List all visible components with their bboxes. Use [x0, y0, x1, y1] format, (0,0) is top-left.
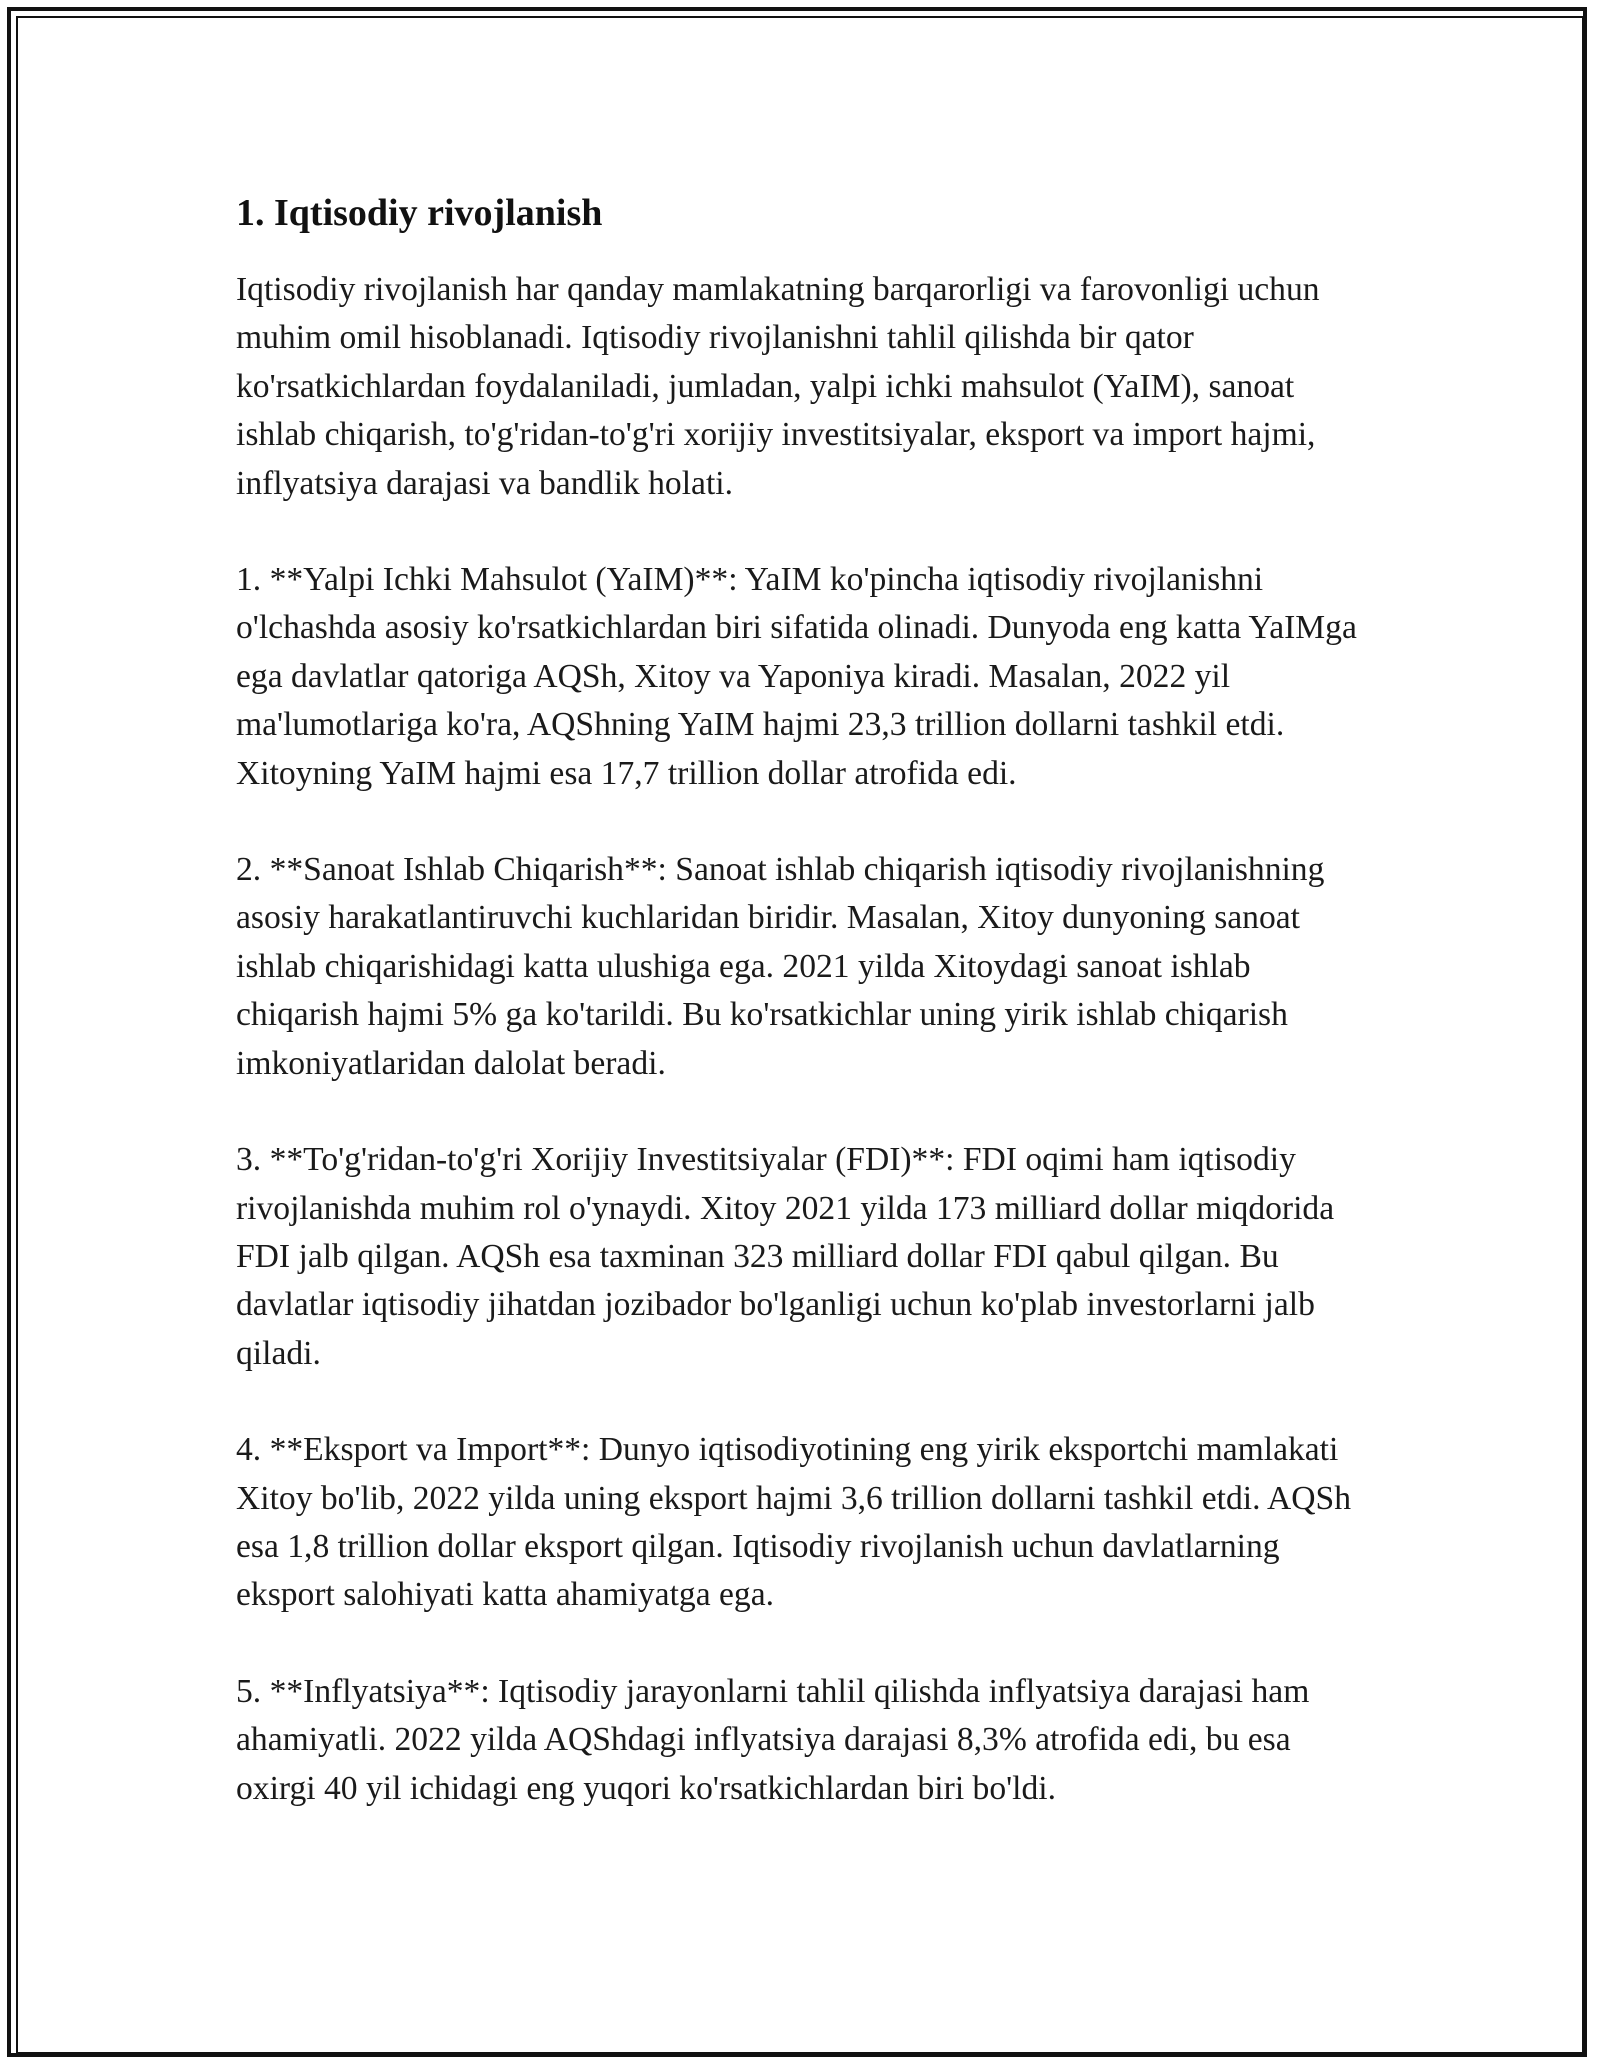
- intro-paragraph: Iqtisodiy rivojlanish har qanday mamlakatning barqarorligi va farovonligi uchun muhim omil hisoblanadi. Iqtisodiy rivojlanishni tahlil qilishda bir qator ko'rsatkichlardan foydalaniladi, jumladan, yalpi ichki mahsulot (YaIM), sanoat ishlab chiqarish, to'g'ridan-to'g'ri xorijiy investitsiyalar, eksport va import hajmi, inflyatsiya darajasi va bandlik holati.: [236, 271, 1320, 502]
- gdp-paragraph: 1. **Yalpi Ichki Mahsulot (YaIM)**: YaIM ko'pincha iqtisodiy rivojlanishni o'lchashda asosiy ko'rsatkichlardan biri sifatida olinadi. Dunyoda eng katta YaIMga ega davlatlar qatoriga AQSh, Xitoy va Yaponiya kiradi. Masalan, 2022 yil ma'lumotlariga ko'ra, AQShning YaIM hajmi 23,3 trillion dollarni tashkil etdi. Xitoyning YaIM hajmi esa 17,7 trillion dollar atrofida edi.: [236, 561, 1357, 792]
- fdi-paragraph: 3. **To'g'ridan-to'g'ri Xorijiy Investitsiyalar (FDI)**: FDI oqimi ham iqtisodiy rivojlanishda muhim rol o'ynaydi. Xitoy 2021 yilda 173 milliard dollar miqdorida FDI jalb qilgan. AQSh esa taxminan 323 milliard dollar FDI qabul qilgan. Bu davlatlar iqtisodiy jihatdan jozibador bo'lganligi uchun ko'plab investorlarni jalb qiladi.: [236, 1141, 1335, 1372]
- document-body: [236, 186, 1376, 1861]
- inflation-paragraph: 5. **Inflyatsiya**: Iqtisodiy jarayonlarni tahlil qilishda inflyatsiya darajasi ham ahamiyatli. 2022 yilda AQShdagi inflyatsiya darajasi 8,3% atrofida edi, bu esa oxirgi 40 yil ichidagi eng yuqori ko'rsatkichlardan biri bo'ldi.: [236, 1672, 1310, 1807]
- export-import-paragraph: 4. **Eksport va Import**: Dunyo iqtisodiyotining eng yirik eksportchi mamlakati Xitoy bo'lib, 2022 yilda uning eksport hajmi 3,6 trillion dollarni tashkil etdi. AQSh esa 1,8 trillion dollar eksport qilgan. Iqtisodiy rivojlanish uchun davlatlarning eksport salohiyati katta ahamiyatga ega.: [236, 1431, 1351, 1614]
- industrial-production-paragraph: 2. **Sanoat Ishlab Chiqarish**: Sanoat ishlab chiqarish iqtisodiy rivojlanishning asosiy harakatlantiruvchi kuchlaridan biridir. Masalan, Xitoy dunyoning sanoat ishlab chiqarishidagi katta ulushiga ega. 2021 yilda Xitoydagi sanoat ishlab chiqarish hajmi 5% ga ko'tarildi. Bu ko'rsatkichlar uning yirik ishlab chiqarish imkoniyatlaridan dalolat beradi.: [236, 851, 1325, 1082]
- section-heading: 1. Iqtisodiy rivojlanish: [236, 192, 603, 234]
